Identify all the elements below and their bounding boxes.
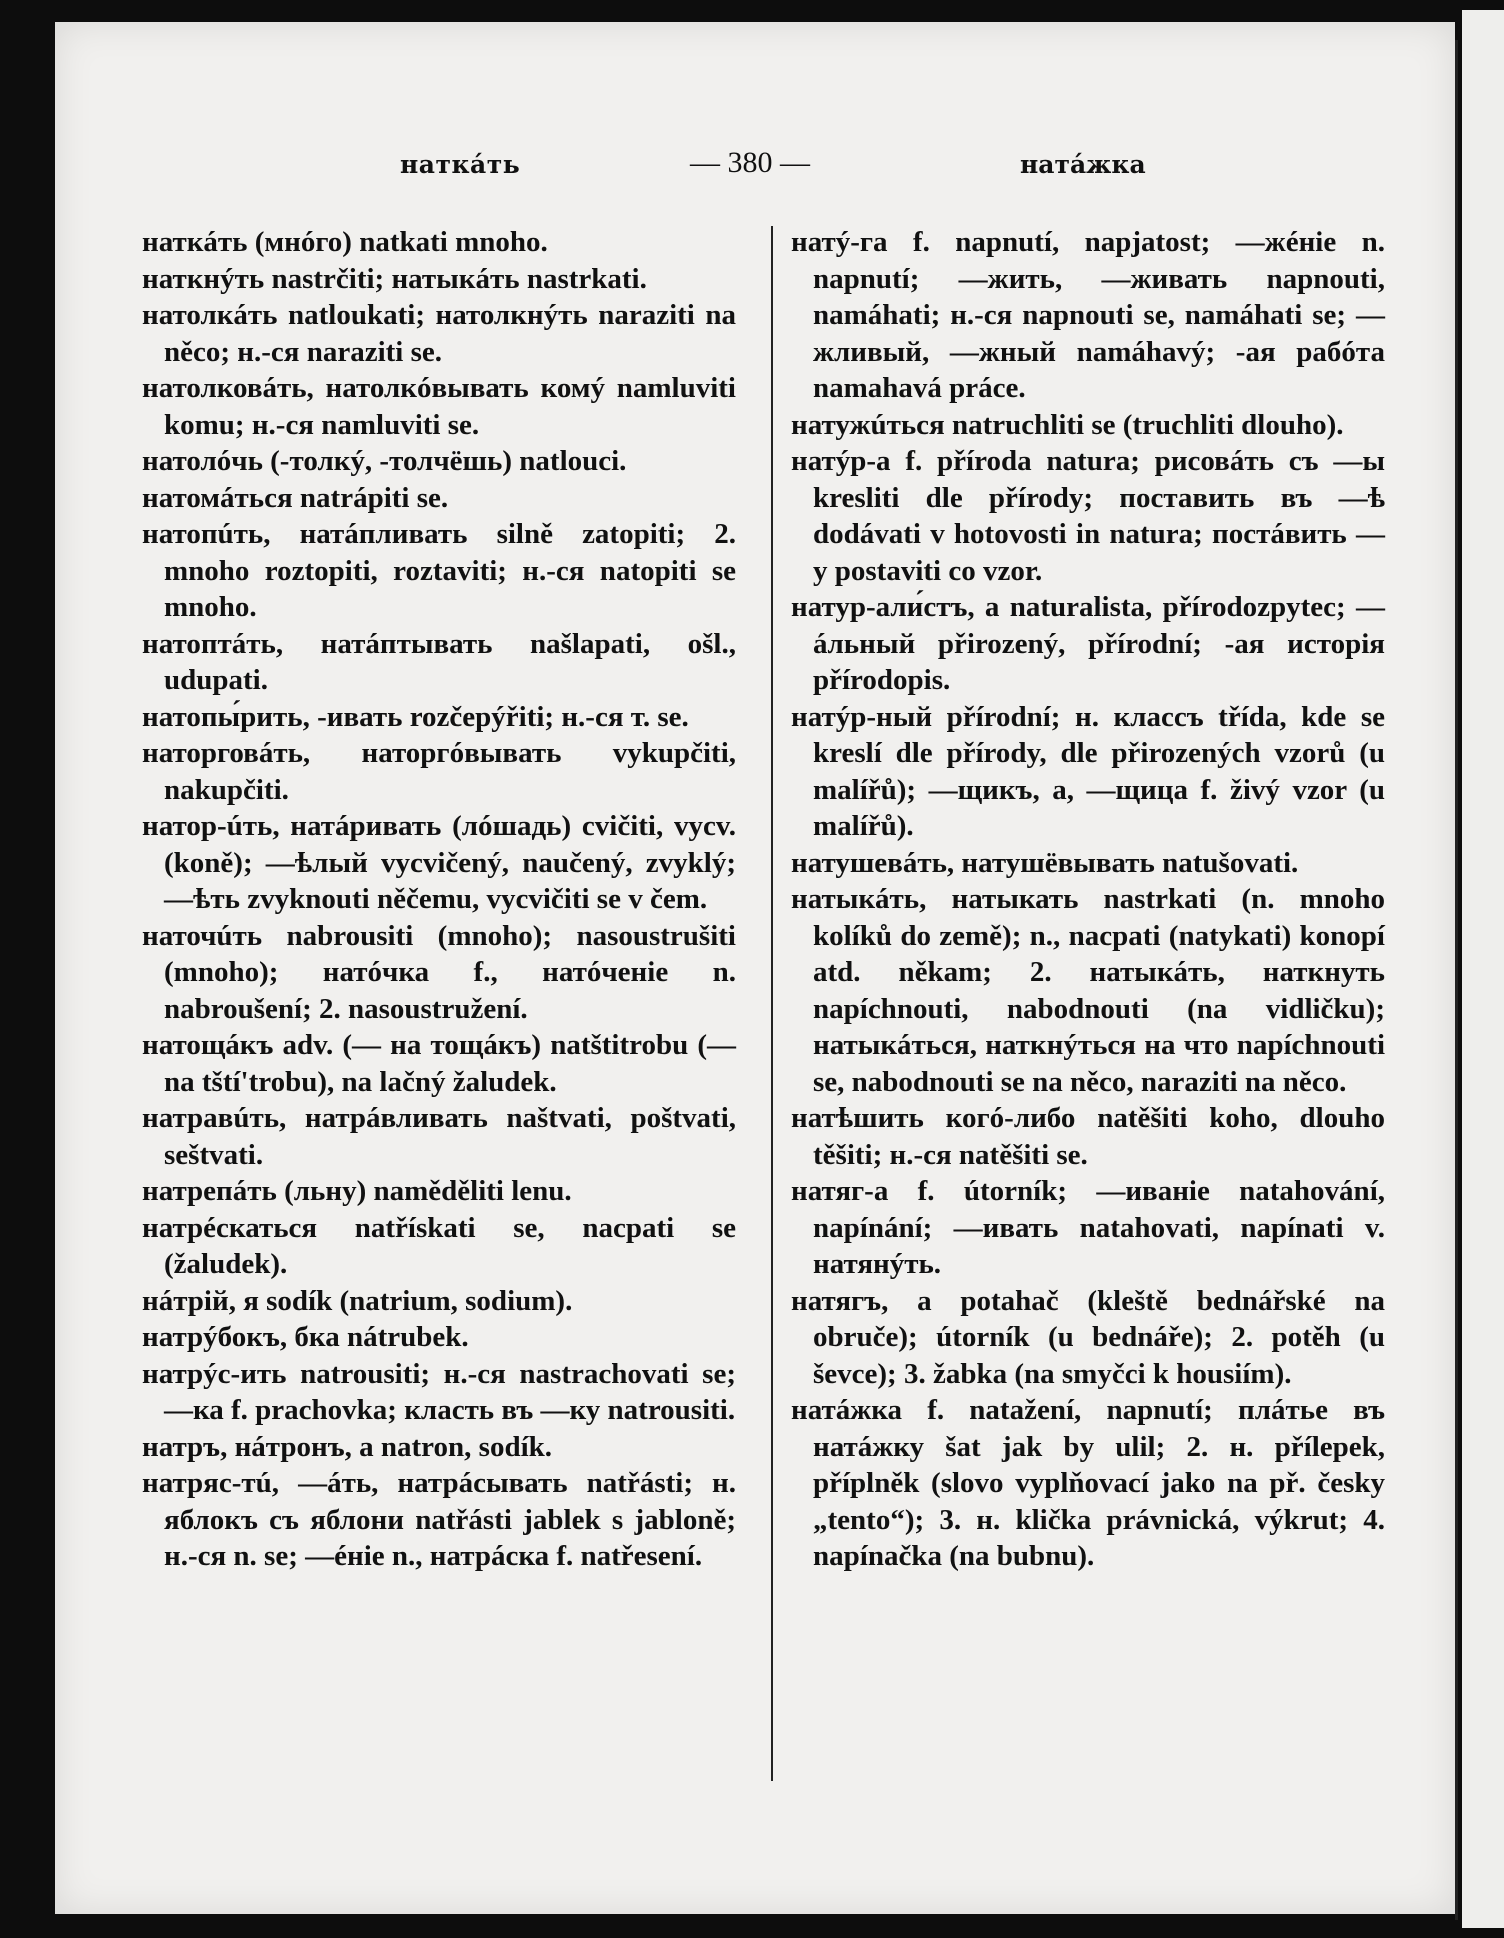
- dictionary-entry: наткáть (мнóго) natkati mnoho.: [142, 226, 548, 258]
- dictionary-entry: натор-úть, натáривать (лóшадь) cvičiti, vycv. (koně); —ѣлый vycvičený, naučený, zvyklý; —ѣть zvyknouti něčemu, vycvičiti se v čem.: [142, 810, 736, 915]
- dictionary-entry: натý-га f. napnutí, napjatost; —жéніе n. napnutí; —жить, —живать napnouti, namáhati; н.-ся napnouti se, namáhati se; —жливый, —жный namáhavý; -ая рабóта namahavá práce.: [791, 226, 1385, 404]
- header-right-guide-word: натáжка: [1020, 150, 1146, 179]
- dictionary-entry: натыкáть, натыкать nastrkati (n. mnoho kolíků do země); n., nacpati (natykati) konopí atd. někam; 2. натыкáть, наткнуть napíchnouti, nabodnouti (na vidličku); натыкáться, наткнýться на что napíchnouti se, nabodnouti se na něco, naraziti na něco.: [791, 883, 1385, 1098]
- dictionary-entry: натощáкъ adv. (— на тощáкъ) natštitrobu (— na tští'trobu), na lačný žaludek.: [142, 1029, 736, 1098]
- dictionary-entry: натяг-а f. útorník; —иваніе natahování, napínání; —ивать natahovati, napínati v. натянýть.: [791, 1175, 1385, 1280]
- page-edge-line: [1455, 40, 1458, 1920]
- dictionary-entry: натýр-а f. příroda natura; рисовáть съ —ы kresliti dle přírody; поставить въ —ѣ dodávati v hotovosti in natura; постáвить —у postaviti co vzor.: [791, 445, 1385, 587]
- dictionary-entry: натур-али́стъ, а naturalista, přírodozpytec; —áльный přirozený, přírodní; -ая исторія přírodopis.: [791, 591, 1385, 696]
- dictionary-entry: натомáться natrápiti se.: [142, 481, 449, 514]
- dictionary-entry: натушевáть, натушёвывать natušovati.: [791, 846, 1299, 879]
- dictionary-entry: наткнýть nastrčiti; натыкáть nastrkati.: [142, 262, 647, 295]
- dictionary-entry: нáтрій, я sodík (natrium, sodium).: [142, 1284, 573, 1317]
- dictionary-entry: натрéскаться natřískati se, nacpati se (žaludek).: [142, 1211, 736, 1280]
- dictionary-entry: натрýбокъ, бка nátrubek.: [142, 1321, 469, 1353]
- dictionary-entry: натопúть, натáпливать silně zatopiti; 2. mnoho roztopiti, roztaviti; н.-ся natopiti se mnoho.: [142, 518, 736, 623]
- header-left-guide-word: наткáть: [400, 150, 521, 179]
- dictionary-entry: натряс-тú, —áть, натрáсывать natřásti; н. яблокъ съ яблони natřásti jablek s jabloně; н.-ся n. se; —éніе n., натрáска f. natřesení.: [142, 1467, 736, 1572]
- dictionary-entry: натягъ, а potahač (kleště bednářské na obruče); útorník (u bednáře); 2. potěh (u ševce); 3. žabka (na smyčci k housiím).: [791, 1284, 1385, 1390]
- dictionary-entry: натáжка f. natažení, napnutí; плáтье въ натáжку šat jak by ulil; 2. н. přílepek, příplněk (slovo vyplňovací jako na př. česky „tento“); 3. н. klička právnická, výkrut; 4. napínačka (na bubnu).: [791, 1394, 1385, 1572]
- dictionary-entry: натръ, нáтронъ, а natron, sodík.: [142, 1430, 553, 1463]
- dictionary-entry: наточúть nabrousiti (mnoho); nasoustrušiti (mnoho); натóчка f., натóченіе n. nabroušení; 2. nasoustružení.: [142, 919, 736, 1025]
- dictionary-entry: натѣшить когó-либо natěšiti koho, dlouho těšiti; н.-ся natěšiti se.: [791, 1102, 1385, 1171]
- left-column: [142, 224, 736, 1575]
- dictionary-entry: натрепáть (льну) naměděliti lenu.: [142, 1175, 572, 1207]
- dictionary-entry: натопы́рить, -ивать rozčepýřiti; н.-ся т. se.: [142, 700, 689, 733]
- dictionary-entry: натоптáть, натáптывать našlapati, ošl., udupati.: [142, 627, 736, 696]
- adjacent-page-edge: [1462, 10, 1504, 1928]
- dictionary-entry: натолкáть natloukati; натолкнýть naraziti na něco; н.-ся naraziti se.: [142, 299, 736, 368]
- dictionary-entry: натолковáть, натолкóвывать комý namluviti komu; н.-ся namluviti se.: [142, 372, 736, 441]
- page-header: [110, 146, 1300, 186]
- dictionary-entry: натолóчь (-толкý, -толчёшь) natlouci.: [142, 445, 627, 477]
- dictionary-entry: натужúться natruchliti se (truchliti dlouho).: [791, 408, 1344, 441]
- page-number: — 380 —: [690, 146, 810, 179]
- dictionary-entry: натýр-ный přírodní; н. классъ třída, kde se kreslí dle přírody, dle přirozených vzorů (u malířů); —щикъ, а, —щица f. živý vzor (u malířů).: [791, 700, 1385, 842]
- right-column: [791, 224, 1385, 1575]
- dictionary-entry: наторговáть, наторгóвывать vykupčiti, nakupčiti.: [142, 737, 736, 806]
- column-divider: [771, 226, 773, 1781]
- dictionary-entry: натрýс-ить natrousiti; н.-ся nastrachovati se; —ка f. prachovka; класть въ —ку natrousiti.: [142, 1357, 736, 1426]
- dictionary-entry: натравúть, натрáвливать naštvati, poštvati, seštvati.: [142, 1102, 736, 1171]
